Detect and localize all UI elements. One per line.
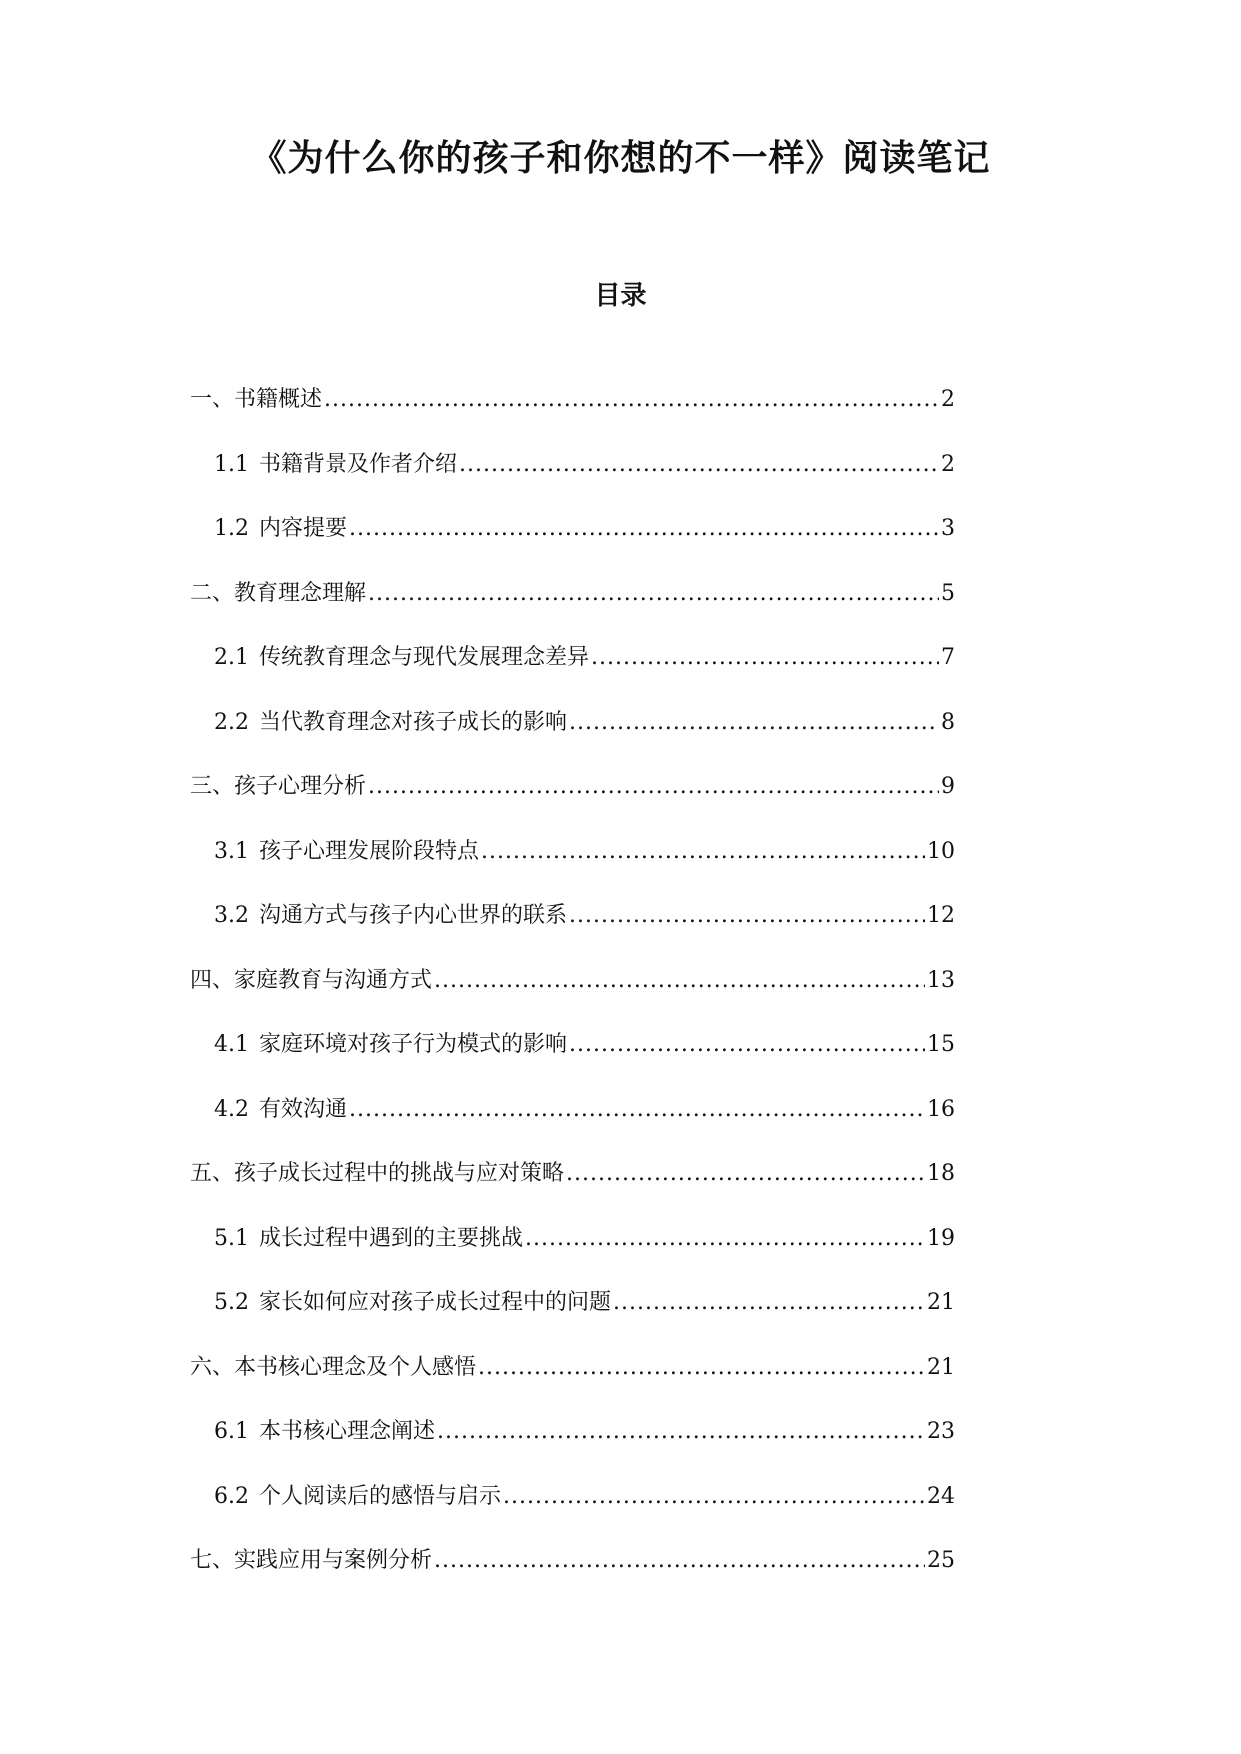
toc-entry-page-number: 21	[927, 1290, 955, 1315]
toc-entry-label: 家庭环境对孩子行为模式的影响	[259, 1032, 568, 1057]
toc-entry[interactable]	[214, 705, 955, 741]
toc-dot-leader	[481, 834, 925, 870]
toc-entry-label: 内容提要	[259, 516, 348, 541]
toc-entry-label: 有效沟通	[259, 1096, 348, 1122]
toc-entry-label: 家长如何应对孩子成长过程中的问题	[259, 1290, 612, 1315]
toc-entry-label: 二、教育理念理解	[190, 580, 367, 606]
toc-entry-label: 七、实践应用与案例分析	[190, 1548, 433, 1573]
toc-dot-leader	[569, 1027, 925, 1063]
toc-entry[interactable]	[190, 576, 955, 612]
toc-heading: 目录	[594, 281, 647, 311]
document-title: 《为什么你的孩子和你想的不一样》阅读笔记	[250, 137, 991, 179]
toc-dot-leader	[478, 1350, 925, 1386]
toc-entry-label: 成长过程中遇到的主要挑战	[259, 1225, 524, 1251]
toc-dot-leader	[349, 1092, 925, 1128]
toc-entry[interactable]	[214, 898, 955, 934]
toc-entry[interactable]	[214, 1285, 955, 1321]
toc-entry-label: 一、书籍概述	[190, 387, 323, 412]
toc-entry[interactable]	[190, 1543, 955, 1579]
toc-entry-page-number: 18	[927, 1161, 955, 1186]
toc-entry-page-number: 13	[927, 967, 955, 993]
toc-entry-number: 3.2	[214, 903, 249, 928]
toc-entry-page-number: 9	[941, 774, 955, 799]
toc-entry-page-number: 19	[927, 1225, 955, 1251]
toc-entry-page-number: 10	[927, 838, 955, 864]
toc-entry[interactable]	[214, 1479, 955, 1515]
toc-entry[interactable]	[214, 1221, 955, 1257]
toc-entry[interactable]	[190, 382, 955, 418]
toc-entry-label: 六、本书核心理念及个人感悟	[190, 1354, 477, 1380]
toc-dot-leader	[324, 382, 939, 418]
toc-entry-number: 5.2	[214, 1290, 249, 1315]
toc-entry-label: 当代教育理念对孩子成长的影响	[259, 709, 568, 735]
toc-entry-page-number: 7	[941, 645, 955, 670]
toc-dot-leader	[368, 576, 939, 612]
toc-entry-label: 五、孩子成长过程中的挑战与应对策略	[190, 1161, 565, 1186]
toc-entry-label: 传统教育理念与现代发展理念差异	[259, 645, 590, 670]
toc-entry-page-number: 5	[941, 580, 955, 606]
toc-entry-number: 1.1	[214, 451, 249, 477]
toc-dot-leader	[434, 1543, 925, 1579]
toc-entry[interactable]	[214, 1092, 955, 1128]
toc-dot-leader	[459, 447, 939, 483]
toc-entry-number: 5.1	[214, 1225, 249, 1251]
toc-entry[interactable]	[190, 963, 955, 999]
toc-entry-page-number: 12	[927, 903, 955, 928]
toc-dot-leader	[503, 1479, 925, 1515]
toc-dot-leader	[368, 769, 939, 805]
toc-entry-page-number: 2	[941, 387, 955, 412]
toc-entry-number: 6.1	[214, 1419, 249, 1444]
toc-dot-leader	[569, 898, 925, 934]
toc-dot-leader	[437, 1414, 925, 1450]
toc-entry[interactable]	[190, 769, 955, 805]
toc-entry-label: 孩子心理发展阶段特点	[259, 838, 480, 864]
toc-entry-page-number: 16	[927, 1096, 955, 1122]
toc-entry[interactable]	[190, 1350, 955, 1386]
toc-entry-page-number: 24	[927, 1483, 955, 1509]
toc-entry-page-number: 2	[941, 451, 955, 477]
toc-entry-label: 沟通方式与孩子内心世界的联系	[259, 903, 568, 928]
toc-entry[interactable]	[214, 511, 955, 547]
toc-entry-number: 2.2	[214, 709, 249, 735]
toc-entry-label: 本书核心理念阐述	[259, 1419, 436, 1444]
toc-entry[interactable]	[190, 1156, 955, 1192]
toc-entry-number: 2.1	[214, 645, 249, 670]
toc-entry[interactable]	[214, 1414, 955, 1450]
toc-entry[interactable]	[214, 640, 955, 676]
toc-entry-number: 1.2	[214, 516, 249, 541]
toc-entry-label: 个人阅读后的感悟与启示	[259, 1483, 502, 1509]
toc-dot-leader	[591, 640, 939, 676]
toc-dot-leader	[349, 511, 939, 547]
toc-entry-page-number: 15	[927, 1032, 955, 1057]
toc-entry-label: 四、家庭教育与沟通方式	[190, 967, 433, 993]
toc-entry-page-number: 3	[941, 516, 955, 541]
toc-entry-page-number: 8	[941, 709, 955, 735]
toc-entry-page-number: 21	[927, 1354, 955, 1380]
toc-entry[interactable]	[214, 834, 955, 870]
toc-entry-number: 4.1	[214, 1032, 249, 1057]
toc-entry-page-number: 23	[927, 1419, 955, 1444]
toc-entry-number: 3.1	[214, 838, 249, 864]
toc-dot-leader	[613, 1285, 925, 1321]
toc-entry-label: 书籍背景及作者介绍	[259, 451, 458, 477]
toc-entry-number: 6.2	[214, 1483, 249, 1509]
toc-entry-label: 三、孩子心理分析	[190, 774, 367, 799]
toc-dot-leader	[434, 963, 925, 999]
toc-dot-leader	[566, 1156, 925, 1192]
toc-dot-leader	[569, 705, 939, 741]
toc-dot-leader	[525, 1221, 925, 1257]
toc-entry[interactable]	[214, 447, 955, 483]
toc-entry-number: 4.2	[214, 1096, 249, 1122]
toc-entry[interactable]	[214, 1027, 955, 1063]
toc-entry-page-number: 25	[927, 1548, 955, 1573]
